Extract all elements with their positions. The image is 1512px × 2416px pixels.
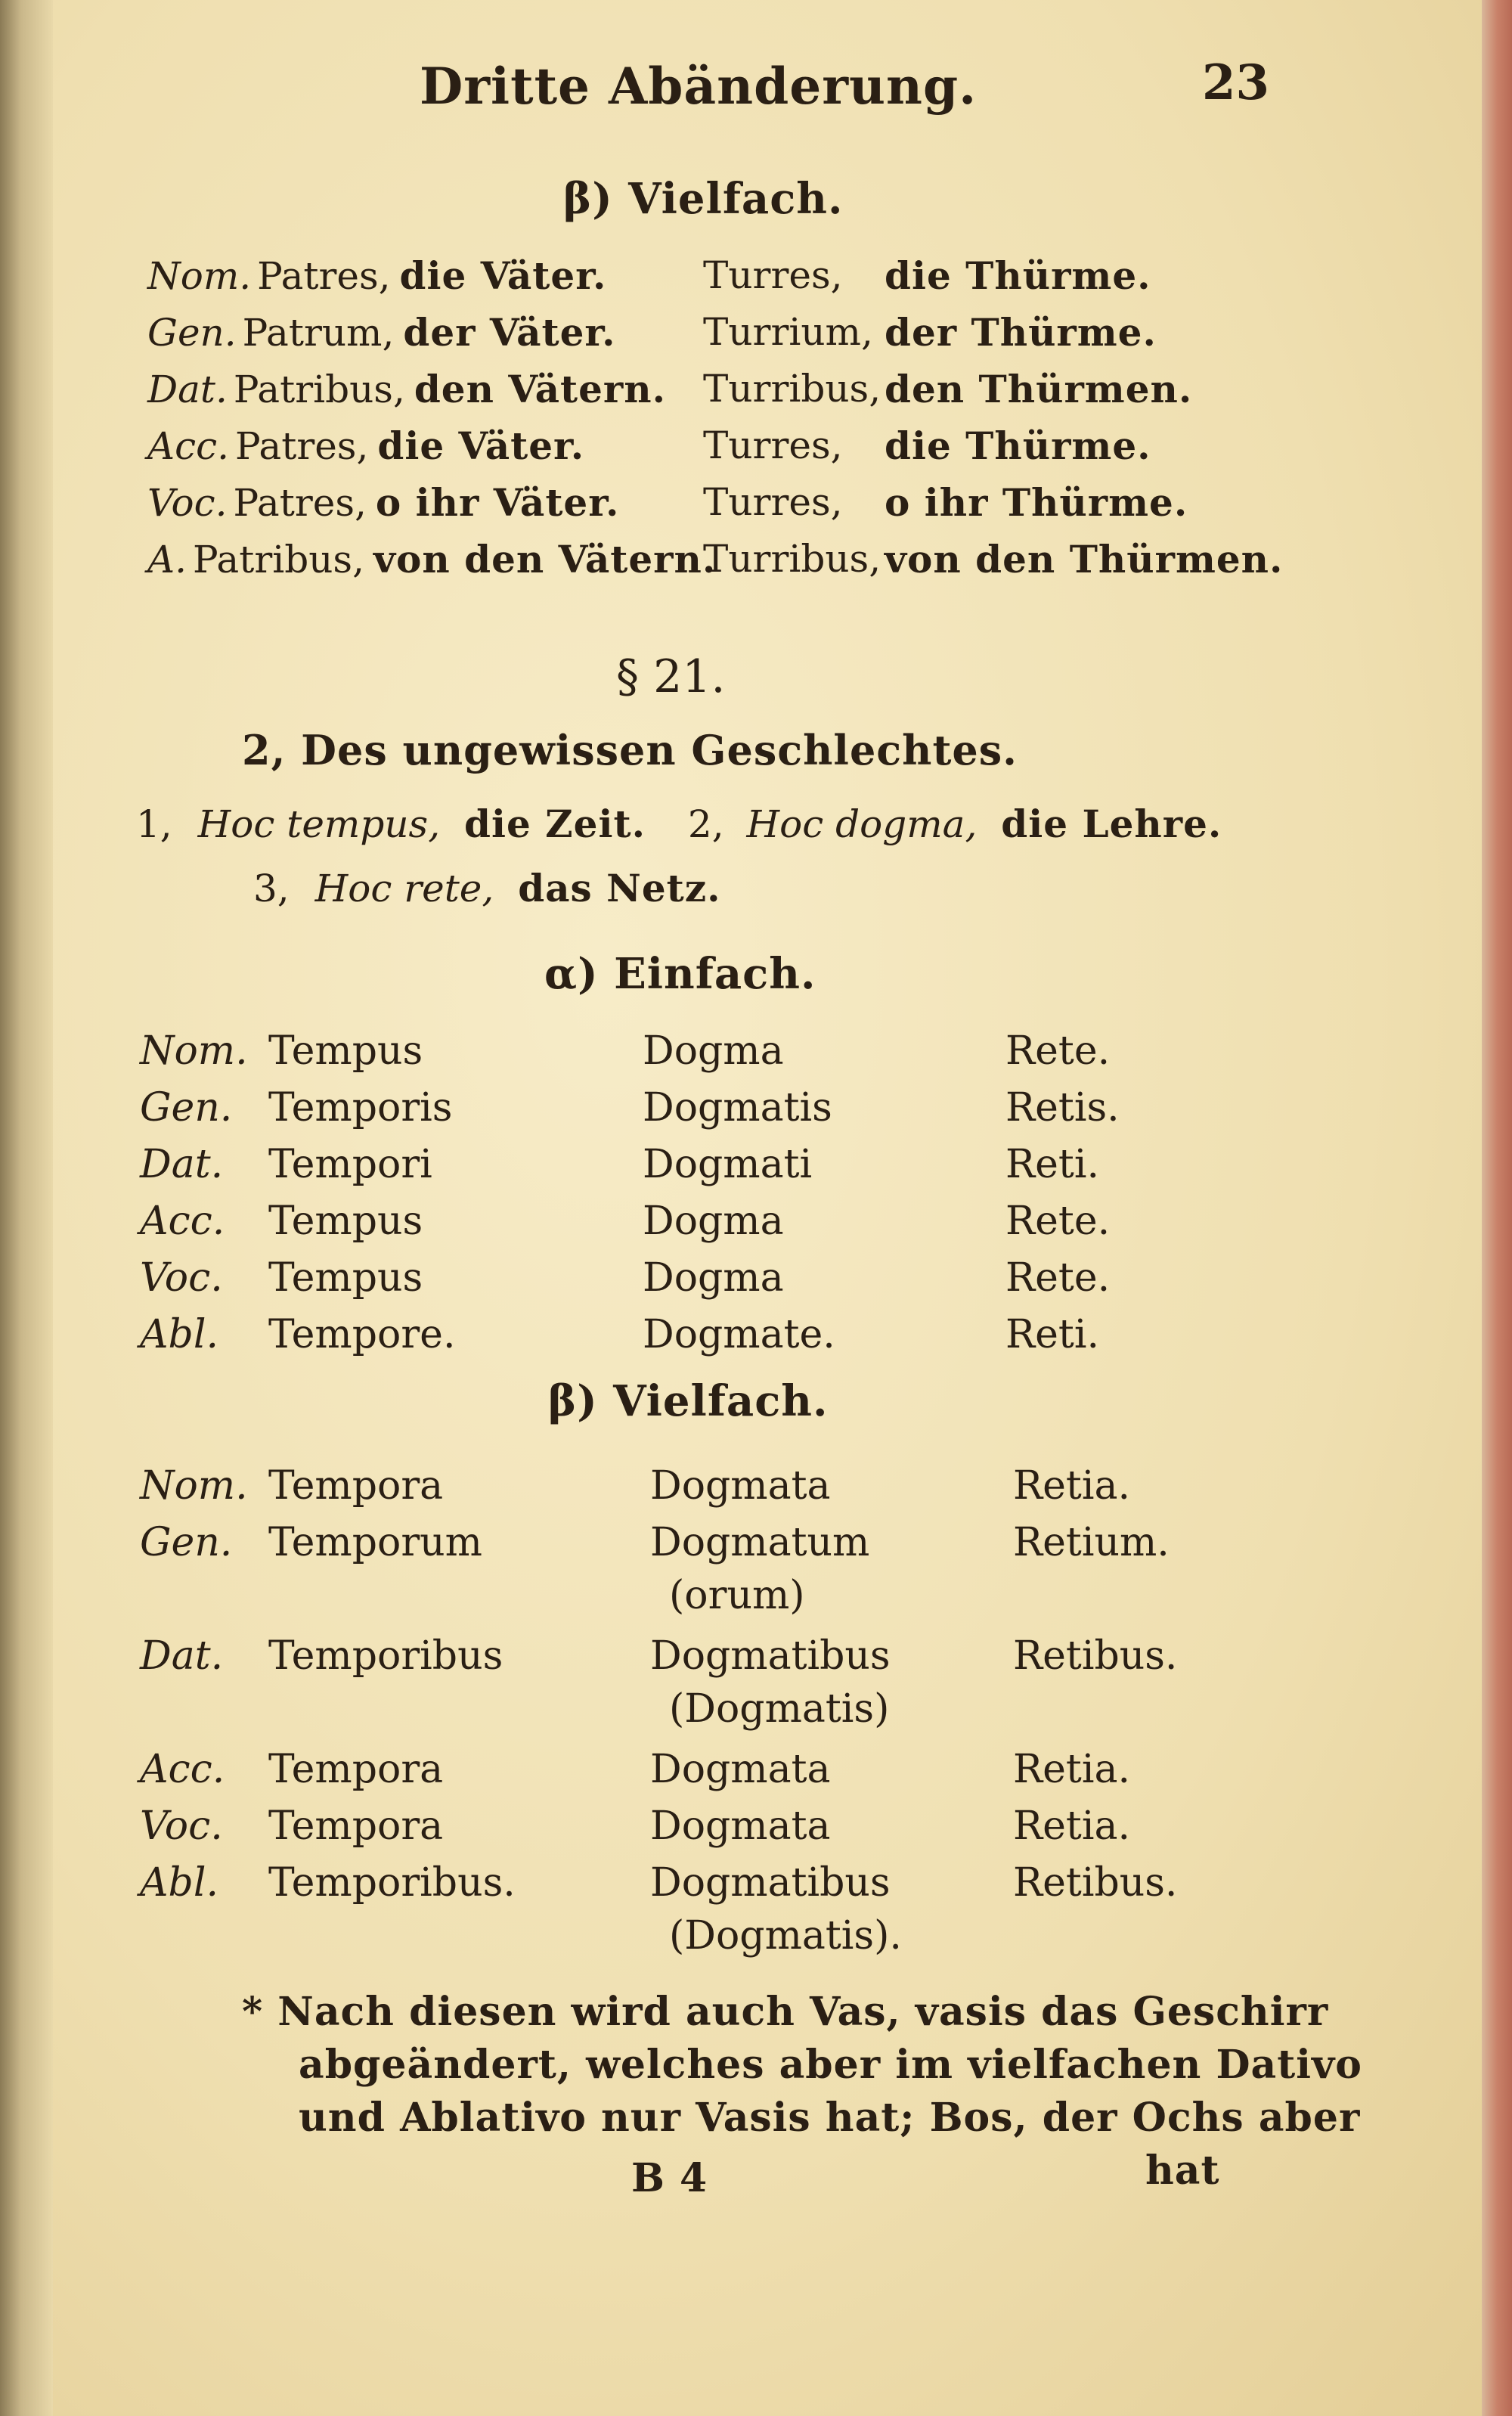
dogma-form: Dogmata: [650, 1463, 831, 1509]
tempus-form: Tempus: [268, 1028, 423, 1074]
rete-form: Retia.: [1013, 1463, 1130, 1509]
case-label: Gen.: [147, 311, 237, 355]
case-label: Nom.: [140, 1028, 248, 1074]
declension-row: [147, 480, 1188, 525]
dogma-variant: (Dogmatis).: [669, 1913, 902, 1959]
tempus-form: Temporibus.: [268, 1860, 516, 1906]
example-1: [136, 802, 1222, 846]
rete-form: Retium.: [1013, 1520, 1170, 1565]
dogma-form: Dogmatis: [643, 1085, 832, 1130]
dogma-variant: (orum): [669, 1573, 805, 1618]
example-german: das Netz.: [518, 866, 721, 910]
signature-mark: B 4: [631, 2155, 708, 2201]
case-label: Voc.: [140, 1255, 223, 1301]
case-label: Dat.: [147, 368, 228, 411]
case-label: Gen.: [140, 1085, 233, 1130]
german-form-2: o ihr Thürme.: [885, 480, 1188, 525]
example-german: die Zeit.: [464, 802, 646, 846]
paragraph-number: § 21.: [616, 650, 726, 703]
rete-form: Reti.: [1005, 1142, 1099, 1187]
rete-form: Rete.: [1005, 1028, 1111, 1074]
latin-form-1: Patres,: [235, 424, 369, 468]
footnote-line-2: abgeändert, welches aber im vielfachen Dativo: [299, 2042, 1362, 2088]
dogma-form: Dogmati: [643, 1142, 813, 1187]
example-number: 1,: [136, 802, 172, 846]
book-spine: [0, 0, 53, 2416]
dogma-variant: (Dogmatis): [669, 1686, 890, 1732]
case-label: A.: [147, 538, 187, 582]
example-latin: Hoc dogma,: [746, 802, 978, 846]
dogma-form: Dogmate.: [643, 1312, 835, 1357]
rete-form: Retia.: [1013, 1803, 1130, 1849]
example-3: [253, 866, 721, 910]
declension-row: [147, 367, 1193, 411]
case-label: Acc.: [147, 424, 230, 468]
example-german: die Lehre.: [1001, 802, 1222, 846]
german-form-1: die Väter.: [399, 253, 607, 298]
latin-form-2: Turrium,: [703, 310, 873, 354]
declension-row: [147, 423, 1151, 468]
section-label-plural-2: β) Vielfach.: [548, 1376, 829, 1426]
section-label-plural-1: β) Vielfach.: [563, 174, 844, 224]
dogma-form: Dogma: [643, 1255, 784, 1301]
german-form-2: den Thürmen.: [885, 367, 1193, 411]
rete-form: Retis.: [1005, 1085, 1120, 1130]
latin-form-1: Patribus,: [193, 538, 364, 582]
case-label: Abl.: [140, 1312, 218, 1357]
tempus-form: Tempora: [268, 1747, 444, 1792]
tempus-form: Tempus: [268, 1199, 423, 1244]
case-label: Gen.: [140, 1520, 233, 1565]
declension-row: [147, 537, 1284, 582]
tempus-form: Temporibus: [268, 1633, 503, 1679]
latin-form-1: Patrum,: [242, 311, 395, 355]
german-form-1: die Väter.: [377, 423, 585, 468]
german-form-2: der Thürme.: [885, 310, 1157, 355]
case-label: Dat.: [140, 1633, 224, 1679]
german-form-2: die Thürme.: [885, 423, 1151, 468]
latin-form-2: Turribus,: [703, 367, 881, 411]
tempus-form: Tempus: [268, 1255, 423, 1301]
case-label: Voc.: [140, 1803, 223, 1849]
tempus-form: Tempora: [268, 1463, 444, 1509]
latin-form-1: Patres,: [257, 254, 391, 298]
dogma-form: Dogma: [643, 1199, 784, 1244]
declension-row: [147, 310, 1157, 355]
latin-form-2: Turribus,: [703, 537, 881, 581]
german-form-1: von den Vätern.: [373, 537, 717, 582]
page-number: 23: [1202, 54, 1270, 111]
subheading-gender: 2, Des ungewissen Geschlechtes.: [242, 726, 1018, 774]
german-form-1: o ihr Väter.: [375, 480, 620, 525]
case-label: Dat.: [140, 1142, 224, 1187]
rete-form: Retia.: [1013, 1747, 1130, 1792]
tempus-form: Tempora: [268, 1803, 444, 1849]
dogma-form: Dogmata: [650, 1747, 831, 1792]
latin-form-2: Turres,: [703, 480, 843, 524]
case-label: Voc.: [147, 481, 228, 525]
dogma-form: Dogmatum: [650, 1520, 870, 1565]
dogma-form: Dogmatibus: [650, 1860, 891, 1906]
german-form-1: den Vätern.: [414, 367, 666, 411]
example-number: 2,: [687, 802, 724, 846]
dogma-form: Dogmata: [650, 1803, 831, 1849]
rete-form: Retibus.: [1013, 1860, 1178, 1906]
tempus-form: Tempore.: [268, 1312, 456, 1357]
rete-form: Retibus.: [1013, 1633, 1178, 1679]
rete-form: Rete.: [1005, 1199, 1111, 1244]
example-latin: Hoc rete,: [314, 867, 494, 910]
case-label: Acc.: [140, 1747, 225, 1792]
catchword: hat: [1145, 2148, 1220, 2194]
case-label: Acc.: [140, 1199, 225, 1244]
footnote-line-1: * Nach diesen wird auch Vas, vasis das Geschirr: [242, 1989, 1329, 2035]
example-latin: Hoc tempus,: [197, 802, 441, 846]
latin-form-1: Patres,: [233, 481, 367, 525]
page-edge: [1482, 0, 1512, 2416]
dogma-form: Dogma: [643, 1028, 784, 1074]
case-label: Nom.: [147, 254, 252, 298]
running-head: Dritte Abänderung.: [420, 57, 978, 116]
dogma-form: Dogmatibus: [650, 1633, 891, 1679]
rete-form: Reti.: [1005, 1312, 1099, 1357]
latin-form-2: Turres,: [703, 253, 843, 297]
german-form-1: der Väter.: [403, 310, 616, 355]
tempus-form: Tempori: [268, 1142, 432, 1187]
latin-form-1: Patribus,: [233, 368, 405, 411]
declension-row: [147, 253, 1151, 298]
case-label: Abl.: [140, 1860, 218, 1906]
tempus-form: Temporum: [268, 1520, 482, 1565]
german-form-2: die Thürme.: [885, 253, 1151, 298]
section-label-singular: α) Einfach.: [544, 949, 816, 999]
footnote-line-3: und Ablativo nur Vasis hat; Bos, der Ochs aber: [299, 2095, 1361, 2141]
german-form-2: von den Thürmen.: [885, 537, 1284, 582]
case-label: Nom.: [140, 1463, 248, 1509]
latin-form-2: Turres,: [703, 423, 843, 467]
example-number: 3,: [253, 867, 290, 910]
rete-form: Rete.: [1005, 1255, 1111, 1301]
tempus-form: Temporis: [268, 1085, 453, 1130]
